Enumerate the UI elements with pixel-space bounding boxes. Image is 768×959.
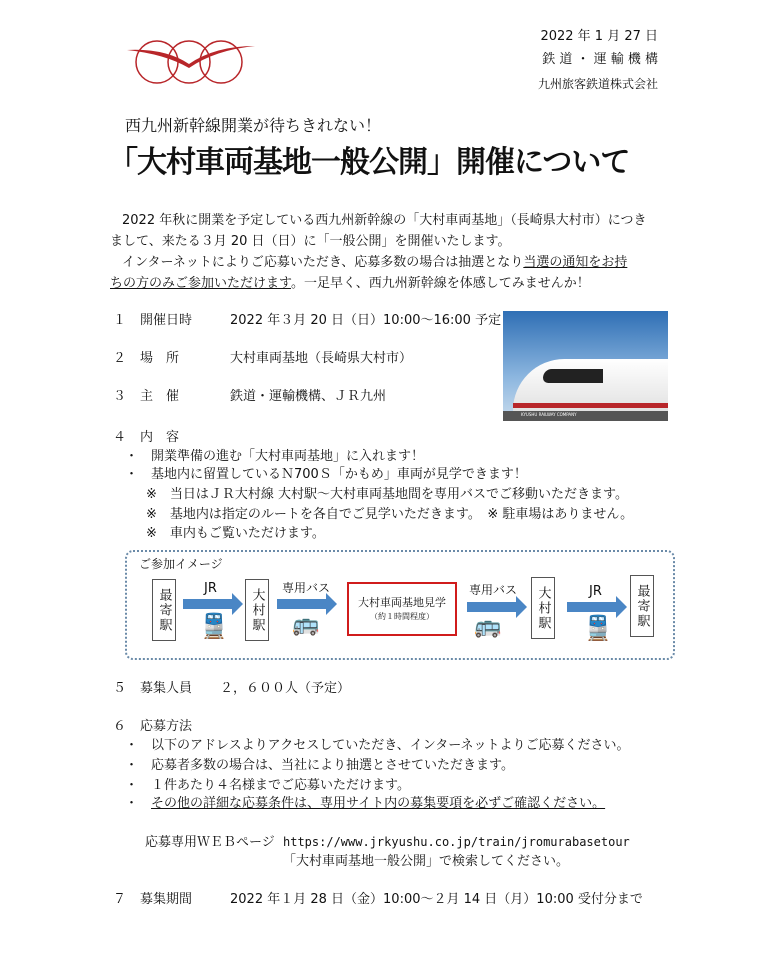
n700s-train-photo: KYUSHU RAILWAY COMPANY xyxy=(503,311,668,421)
apply-bullet: ・ その他の詳細な応募条件は、専用サイト内の募集要項を必ずご確認ください。 xyxy=(125,796,606,811)
web-label: 応募専用ＷＥＢページ xyxy=(145,835,275,850)
item-6: ６ 応募方法 xyxy=(113,719,193,734)
station-omura: 大村駅 xyxy=(245,579,269,641)
apply-bullet: ・ 以下のアドレスよりアクセスしていただき、インターネットよりご応募ください。 xyxy=(125,738,630,753)
subtitle: 西九州新幹線開業が待ちきれない！ xyxy=(125,116,382,135)
org-jrkyushu: 九州旅客鉄道株式会社 xyxy=(537,77,658,91)
item-4: ４ 内 容 xyxy=(113,430,180,445)
arrow-bus xyxy=(467,602,517,612)
apply-bullet: ・ １件あたり４名様までご応募いただけます。 xyxy=(125,778,410,793)
intro-line: インターネットによりご応募いただき、応募多数の場合は抽選となり xyxy=(122,255,524,270)
intro-underline: 当選の通知をお持 xyxy=(523,255,628,270)
arrow-bus xyxy=(277,599,327,609)
content-note: ※ 当日はＪＲ大村線 大村駅～大村車両基地間を専用バスでご移動いただきます。 xyxy=(146,487,628,502)
station-omura: 大村駅 xyxy=(531,577,555,639)
web-url-link[interactable]: https://www.jrkyushu.co.jp/train/jromurabasetour xyxy=(283,835,630,849)
item-2: ２ 場 所 大村車両基地（長崎県大村市） xyxy=(113,351,413,366)
org-jrtt: 鉄 道 ・ 運 輸 機 構 xyxy=(542,52,658,67)
jrtt-logo xyxy=(125,38,290,86)
train-icon: 🚆 xyxy=(583,614,613,642)
station-start: 最寄駅 xyxy=(152,579,176,641)
content-bullet: ・ 基地内に留置しているＮ700Ｓ「かもめ」車両が見学できます！ xyxy=(125,467,527,482)
content-note: ※ 車内もご覧いただけます。 xyxy=(146,526,325,541)
diagram-heading: ご参加イメージ xyxy=(139,557,223,571)
item-7: ７ 募集期間 2022 年１月 28 日（金）10:00～２月 14 日（月）10:00 受付分まで xyxy=(113,892,643,907)
item-3: ３ 主 催 鉄道・運輸機構、ＪＲ九州 xyxy=(113,389,387,404)
arrow-jr xyxy=(183,599,233,609)
bus-icon: 🚌 xyxy=(474,614,502,639)
date: 2022 年 1 月 27 日 xyxy=(540,29,658,44)
depot-tour-box: 大村車両基地見学 （約１時間程度） xyxy=(347,582,457,636)
web-search-hint: 「大村車両基地一般公開」で検索してください。 xyxy=(283,854,570,869)
intro-underline: ちの方のみご参加いただけます xyxy=(110,276,291,291)
page-title: 「大村車両基地一般公開」開催について xyxy=(108,145,630,180)
intro-line: まして、来たる３月 20 日（日）に「一般公開」を開催いたします。 xyxy=(110,234,511,249)
bus-icon: 🚌 xyxy=(292,612,320,637)
content-bullet: ・ 開業準備の進む「大村車両基地」に入れます！ xyxy=(125,449,425,464)
item-5: ５ 募集人員 ２，６００人（予定） xyxy=(113,681,351,696)
intro-line: 2022 年秋に開業を予定している西九州新幹線の「大村車両基地」（長崎県大村市）につき xyxy=(122,213,647,228)
content-note: ※ 基地内は指定のルートを各自でご見学いただきます。 ※ 駐車場はありません。 xyxy=(146,507,634,522)
station-end: 最寄駅 xyxy=(630,575,654,637)
arrow-jr xyxy=(567,602,617,612)
apply-bullet: ・ 応募者多数の場合は、当社により抽選とさせていただきます。 xyxy=(125,758,514,773)
intro-line: 。一足早く、西九州新幹線を体感してみませんか！ xyxy=(290,276,590,291)
train-icon: 🚆 xyxy=(199,612,229,640)
item-1: １ 開催日時 2022 年３月 20 日（日）10:00～16:00 予定 xyxy=(113,313,502,328)
participation-diagram: ご参加イメージ 最寄駅 JR 🚆 大村駅 専用バス 🚌 大村車両基地見学 （約１時間程度） 専用バス 🚌 大村駅 JR 🚆 最寄駅 xyxy=(125,550,675,660)
